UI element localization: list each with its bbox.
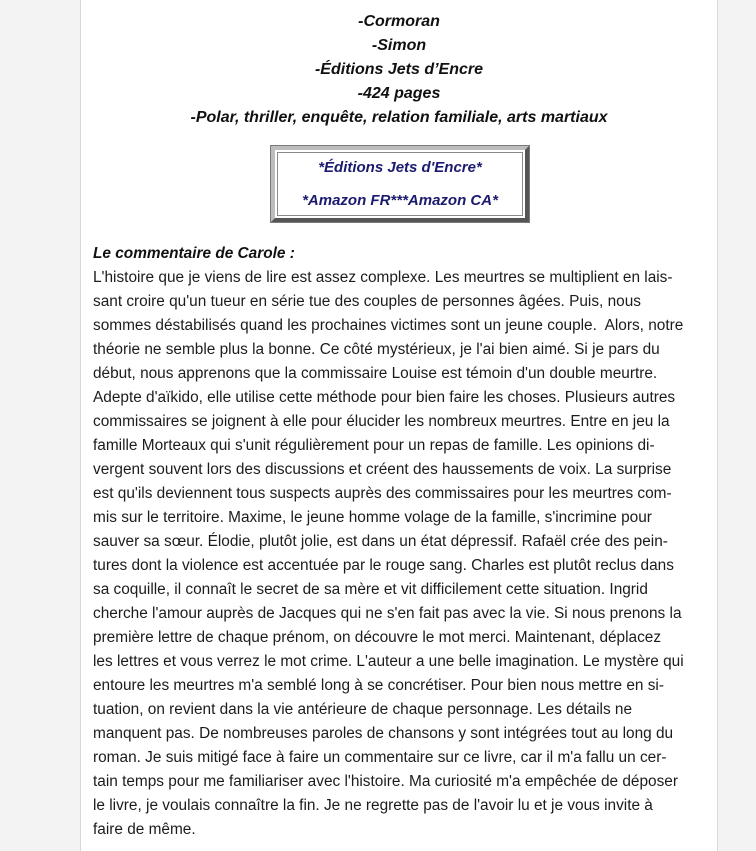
review-line: L'histoire que je viens de lire est assez complexe. Les meurtres se multiplient en lais- [93,269,673,286]
book-title: -Cormoran [358,13,440,30]
review-line: roman. Je suis mitigé face à faire un commentaire sur ce livre, car il m'a fallu un cer- [93,749,667,766]
article-page [80,0,718,851]
review-line: tain temps pour me familiariser avec l'histoire. Ma curiosité m'a empêchée de déposer [93,773,678,790]
amazon-fr-link[interactable]: *Amazon FR [302,192,391,209]
review-line: manquent pas. De nombreuses paroles de chansons y sont intégrées tout au long du [93,725,674,742]
review-line: tuation, on revient dans la vie antérieure de chaque personnage. Les détails ne [93,701,633,718]
amazon-links-row [278,191,522,211]
book-page-count: -424 pages [357,85,441,102]
review-line: mis sur le territoire. Maxime, le jeune homme volage de la famille, s'incrimine pour [93,509,652,526]
amazon-ca-link[interactable]: Amazon CA* [407,192,498,209]
review-line: sauver sa sœur. Élodie, plutôt jolie, est dans un état dépressif. Rafaël crée des pein- [93,533,668,550]
purchase-links-inner [277,152,523,216]
review-heading: Le commentaire de Carole : [93,245,295,262]
review-line: famille Morteaux qui s'unit régulièrement pour un repas de famille. Les opinions di- [93,437,655,454]
review-line: cherche l'amour auprès de Jacques qui ne s'en fait pas avec la vie. Si nous prenons la [93,605,682,622]
review-section [93,242,707,842]
review-line: le livre, je voulais connaître la fin. Je ne regrette pas de l'avoir lu et je vous invite à [93,797,653,814]
review-line: Adepte d'aïkido, elle utilise cette méthode pour bien faire les choses. Plusieurs autres [93,389,676,406]
book-author: -Simon [371,37,427,54]
review-line: théorie ne semble plus la bonne. Ce côté mystérieux, je l'ai bien aimé. Si je pars du [93,341,660,358]
review-line: début, nous apprenons que la commissaire Louise est témoin d'un double meurtre. [93,365,658,382]
book-genres: -Polar, thriller, enquête, relation familiale, arts martiaux [190,109,608,126]
review-line: première lettre de chaque prénom, on découvre le mot merci. Maintenant, déplacez [93,629,662,646]
review-line: commissaires se joignent à elle pour élucider les nombreux meurtres. Entre en jeu la [93,413,670,430]
review-line: tures dont la violence est accentuée par le rouge sang. Charles est plutôt reclus dans [93,557,674,574]
book-publisher: -Éditions Jets d’Encre [314,61,484,78]
review-line: sant croire qu'un tueur en série tue des couples de personnes âgées. Puis, nous [93,293,641,310]
publisher-link[interactable]: *Éditions Jets d'Encre* [318,159,482,176]
review-body [93,266,707,842]
purchase-links-box [271,146,529,222]
review-line: sommes déstabilisés quand les prochaines victimes sont un jeune couple. Alors, notre [93,317,684,334]
review-line: les lettres et vous verrez le mot crime. L'auteur a une belle imagination. Le mystère qui [93,653,684,670]
review-line: sa coquille, il connaît le secret de sa mère et vit difficilement cette situation. Ingrid [93,581,648,598]
book-details [81,10,717,130]
link-separator: *** [390,192,408,209]
review-line: faire de même. [93,821,196,838]
review-line: est qu'ils deviennent tous suspects auprès des commissaires pour les meurtres com- [93,485,672,502]
review-line: vergent souvent lors des discussions et créent des haussements de voix. La surprise [93,461,672,478]
review-line: entoure les meurtres m'a semblé long à se concrétiser. Pour bien nous mettre en si- [93,677,664,694]
